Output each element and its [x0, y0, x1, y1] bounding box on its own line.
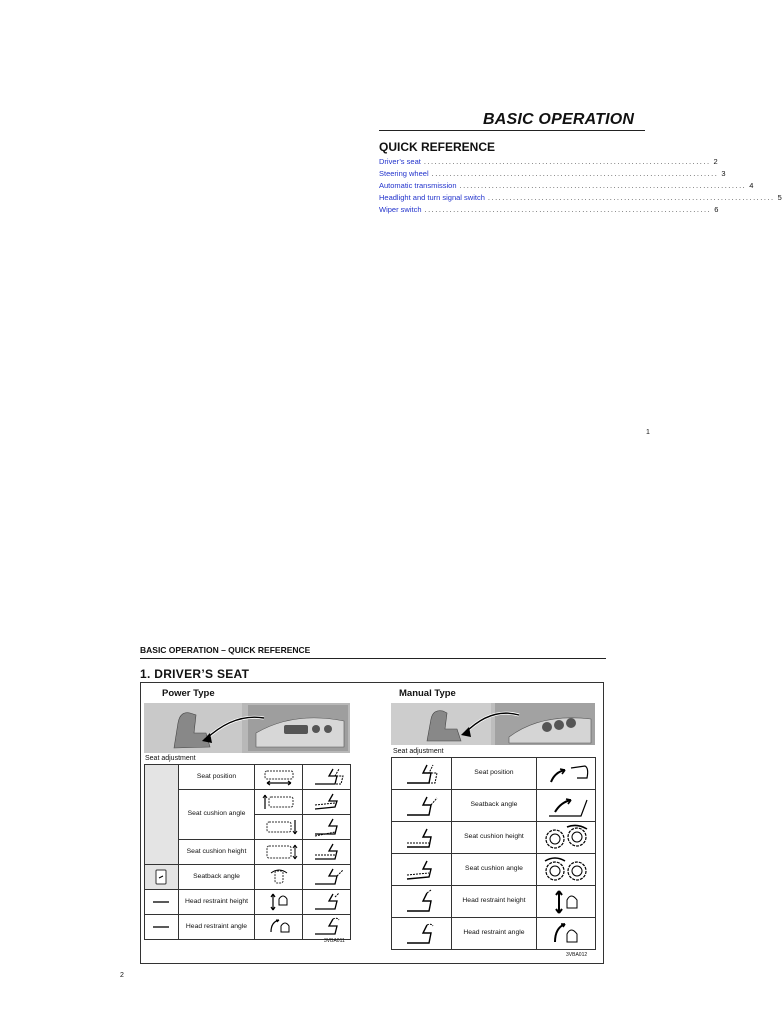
- manual-figure-code: 3VBA012: [566, 952, 588, 958]
- switch-recline-icon: [255, 865, 303, 890]
- seat-lift-icon: [303, 840, 351, 865]
- switch-slide-icon: [255, 765, 303, 790]
- manual-row-label: Seat position: [451, 758, 536, 790]
- power-row-label: Head restraint height: [178, 890, 254, 915]
- toc-entry[interactable]: Steering wheel ................................................................................ 3: [379, 169, 726, 178]
- head-restraint-height-icon: [255, 890, 303, 915]
- manual-adjust-table: [391, 757, 596, 950]
- dial-height-icon: [537, 822, 596, 854]
- manual-row-label: Head restraint height: [451, 886, 536, 918]
- toc-link[interactable]: Steering wheel: [379, 169, 429, 178]
- seat-cushion-rear-icon: [303, 815, 351, 840]
- seat-head-height-icon: [392, 886, 452, 918]
- toc-entry[interactable]: Headlight and turn signal switch ................................................................................ 5: [379, 193, 782, 202]
- section-title: 1. DRIVER’S SEAT: [140, 667, 250, 681]
- manual-type-title: Manual Type: [399, 688, 456, 699]
- recline-switch-icon: [145, 865, 179, 890]
- power-figure-code: 3VBA011: [324, 938, 345, 944]
- seat-slide-icon: [392, 758, 452, 790]
- power-type-title: Power Type: [162, 688, 215, 699]
- switch-lift-icon: [255, 840, 303, 865]
- head-restraint-height-icon: [537, 886, 596, 918]
- power-row-label: Head restraint angle: [178, 915, 254, 940]
- toc-entry[interactable]: Driver’s seat ................................................................................ 2: [379, 157, 718, 166]
- manual-seat-photo: [391, 703, 595, 745]
- power-row-label: Seat cushion angle: [178, 790, 254, 840]
- section-subtitle: QUICK REFERENCE: [379, 140, 496, 154]
- dash-cell: [145, 915, 179, 940]
- toc-page-number: 4: [749, 181, 754, 190]
- toc-link[interactable]: Automatic transmission: [379, 181, 457, 190]
- seat-slide-icon: [303, 765, 351, 790]
- manual-row-label: Seat cushion angle: [451, 854, 536, 886]
- running-header: BASIC OPERATION – QUICK REFERENCE: [140, 645, 311, 655]
- header-rule: [140, 658, 606, 659]
- power-row-label: Seatback angle: [178, 865, 254, 890]
- page-number: 2: [120, 972, 124, 979]
- page-number: 1: [646, 429, 650, 436]
- power-caption: Seat adjustment: [145, 755, 196, 762]
- head-restraint-angle-icon: [537, 918, 596, 950]
- power-adjust-table: [144, 764, 351, 940]
- manual-row-label: Head restraint angle: [451, 918, 536, 950]
- toc-entry[interactable]: Wiper switch ................................................................................ 6: [379, 205, 719, 214]
- toc-page-number: 6: [714, 205, 719, 214]
- toc-link[interactable]: Wiper switch: [379, 205, 422, 214]
- page-title: BASIC OPERATION: [483, 111, 635, 128]
- lever-lift-icon: [537, 758, 596, 790]
- toc-entry[interactable]: Automatic transmission ................................................................................ 4: [379, 181, 754, 190]
- dash-cell: [145, 890, 179, 915]
- seat-head-height-icon: [303, 890, 351, 915]
- seatback-recline-icon: [392, 790, 452, 822]
- switch-tilt-rear-icon: [255, 815, 303, 840]
- power-row-label: Seat cushion height: [178, 840, 254, 865]
- head-restraint-angle-icon: [255, 915, 303, 940]
- seat-lift-icon: [392, 822, 452, 854]
- manual-caption: Seat adjustment: [393, 748, 444, 755]
- toc-page-number: 2: [713, 157, 718, 166]
- manual-row-label: Seatback angle: [451, 790, 536, 822]
- title-rule: [379, 130, 645, 131]
- seat-head-angle-icon: [392, 918, 452, 950]
- manual-row-label: Seat cushion height: [451, 822, 536, 854]
- switch-tilt-icon: [255, 790, 303, 815]
- lever-recline-icon: [537, 790, 596, 822]
- power-row-label: Seat position: [178, 765, 254, 790]
- seat-head-angle-icon: [303, 915, 351, 940]
- dial-angle-icon: [537, 854, 596, 886]
- seat-cushion-tilt-icon: [392, 854, 452, 886]
- power-seat-photo: [144, 703, 350, 753]
- toc-link[interactable]: Driver’s seat: [379, 157, 421, 166]
- toc-page-number: 5: [777, 193, 782, 202]
- seatback-recline-icon: [303, 865, 351, 890]
- toc-page-number: 3: [721, 169, 726, 178]
- toc-link[interactable]: Headlight and turn signal switch: [379, 193, 485, 202]
- seat-cushion-tilt-icon: [303, 790, 351, 815]
